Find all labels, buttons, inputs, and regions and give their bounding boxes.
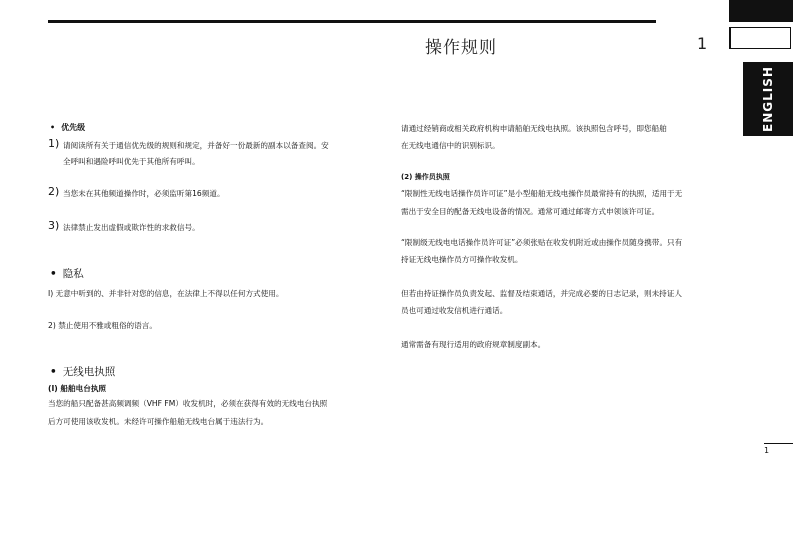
priority-item3-text: 法律禁止发出虚假或欺诈性的求救信号。: [63, 223, 200, 232]
priority-item1-number: 1): [48, 137, 60, 150]
right-p3-line1: “限制级无线电电话操作员许可证”必须张贴在收发机附近或由操作员随身携带。只有: [401, 238, 683, 247]
license-heading: • 无线电执照: [50, 366, 116, 378]
right-p1-line1: 请通过经销商或相关政府机构申请船舶无线电执照。该执照包含呼号，即您船舶: [401, 124, 667, 133]
priority-item2-number: 2): [48, 185, 60, 198]
tab-marker-top: [729, 0, 793, 22]
station-license-line1: 当您的船只配备甚高频调频（VHF FM）收发机时，必须在获得有效的无线电台执照: [48, 399, 328, 408]
operator-license-subheading: (2) 操作员执照: [401, 173, 450, 181]
chapter-number: 1: [697, 34, 708, 53]
footer-page-number: 1: [764, 446, 770, 455]
station-license-subheading: (I) 船舶电台执照: [48, 384, 106, 393]
priority-item2-text: 当您未在其他频道操作时，必须监听第16频道。: [63, 189, 225, 198]
right-p4-line2: 员也可通过收发信机进行通话。: [401, 306, 508, 315]
right-p3-line2: 持证无线电操作员方可操作收发机。: [401, 255, 523, 264]
priority-item1-line1: 请阅读所有关于通信优先级的规则和规定，并备好一份最新的副本以备查阅。安: [63, 141, 329, 150]
right-p5: 通常需备有现行适用的政府规章制度副本。: [401, 340, 546, 349]
footer-rule: [764, 443, 793, 444]
right-p2-line1: “限制性无线电话操作员许可证”是小型船舶无线电操作员最常持有的执照，适用于无: [401, 189, 683, 198]
right-p4-line1: 但若由持证操作员负责发起、监督及结束通话，并完成必要的日志记录，则未持证人: [401, 289, 682, 298]
page-title: 操作规则: [425, 38, 497, 58]
privacy-item1: I) 无意中听到的、并非针对您的信息，在法律上不得以任何方式使用。: [48, 289, 284, 298]
tab-marker-outline: [729, 27, 791, 49]
bullet-icon: •: [50, 123, 56, 132]
priority-item1-line2: 全呼叫和遇险呼叫优先于其他所有呼叫。: [63, 157, 200, 166]
right-p2-line2: 需出于安全目的配备无线电设备的情况。通常可通过邮寄方式申领该许可证。: [401, 207, 660, 216]
right-p1-line2: 在无线电通信中的识别标识。: [401, 141, 500, 150]
priority-item3-number: 3): [48, 219, 60, 232]
station-license-line2: 后方可使用该收发机。未经许可操作船舶无线电台属于违法行为。: [48, 417, 269, 426]
bullet-icon: •: [50, 366, 57, 378]
language-tab-label: ENGLISH: [761, 66, 775, 132]
privacy-item2: 2) 禁止使用不雅或粗俗的语言。: [48, 321, 157, 330]
privacy-heading: • 隐私: [50, 268, 84, 280]
priority-heading: • 优先级: [50, 123, 86, 132]
bullet-icon: •: [50, 268, 57, 280]
top-rule: [48, 20, 656, 23]
